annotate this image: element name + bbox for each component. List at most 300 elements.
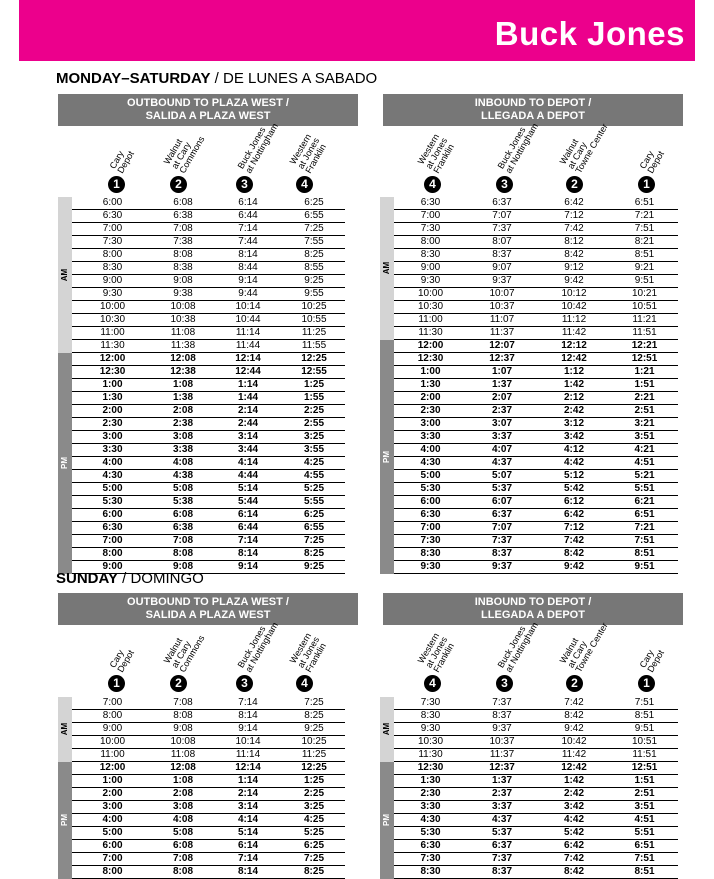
table-row <box>58 275 345 288</box>
time-cell: 5:21 <box>611 470 678 483</box>
time-cell: 4:00 <box>394 444 467 457</box>
table-row <box>380 710 678 723</box>
time-cell: 5:37 <box>467 483 537 496</box>
time-cell: 7:14 <box>213 697 283 710</box>
time-cell: 8:08 <box>153 548 213 561</box>
time-cell: 4:42 <box>537 457 611 470</box>
time-cell: 8:30 <box>394 710 467 723</box>
time-cell: 12:00 <box>72 353 153 366</box>
table-row <box>58 470 345 483</box>
time-cell: 10:55 <box>283 314 345 327</box>
time-cell: 7:08 <box>153 535 213 548</box>
time-cell: 7:51 <box>611 853 678 866</box>
stop-number-badge: 3 <box>496 176 513 193</box>
time-cell: 5:42 <box>537 827 611 840</box>
time-cell: 9:42 <box>537 723 611 736</box>
table-row <box>380 379 678 392</box>
time-cell: 5:08 <box>153 827 213 840</box>
time-cell: 10:37 <box>467 736 537 749</box>
time-cell: 11:25 <box>283 749 345 762</box>
time-cell: 7:30 <box>394 697 467 710</box>
stop-number-badge: 4 <box>296 675 313 692</box>
table-row <box>58 535 345 548</box>
stop-name: Western at Jones Franklin <box>415 132 457 175</box>
time-cell: 8:00 <box>72 548 153 561</box>
time-cell: 7:00 <box>72 697 153 710</box>
time-cell: 11:37 <box>467 749 537 762</box>
table-row <box>380 535 678 548</box>
time-cell: 6:25 <box>283 509 345 522</box>
section-title-main: SUNDAY <box>56 570 118 587</box>
time-cell: 2:30 <box>72 418 153 431</box>
stop-number-badge: 2 <box>170 675 187 692</box>
time-cell: 2:21 <box>611 392 678 405</box>
time-cell: 6:38 <box>153 522 213 535</box>
inbound-header-line2: LLEGADA A DEPOT <box>481 110 585 122</box>
time-cell: 2:25 <box>283 405 345 418</box>
time-cell: 10:42 <box>537 736 611 749</box>
time-cell: 1:21 <box>611 366 678 379</box>
time-cell: 9:37 <box>467 561 537 574</box>
time-cell: 7:07 <box>467 522 537 535</box>
time-cell: 5:30 <box>394 827 467 840</box>
outbound-header-line1: OUTBOUND TO PLAZA WEST / <box>127 97 289 109</box>
time-cell: 9:37 <box>467 275 537 288</box>
am-band <box>380 197 394 340</box>
pm-band <box>380 762 394 879</box>
time-cell: 8:25 <box>283 866 345 879</box>
stop-number-badge: 4 <box>424 176 441 193</box>
time-cell: 3:25 <box>283 801 345 814</box>
time-cell: 8:25 <box>283 548 345 561</box>
time-cell: 1:42 <box>537 379 611 392</box>
time-cell: 1:00 <box>72 379 153 392</box>
time-cell: 9:25 <box>283 561 345 574</box>
time-cell: 12:42 <box>537 762 611 775</box>
time-cell: 8:55 <box>283 262 345 275</box>
table-row <box>380 353 678 366</box>
time-cell: 11:42 <box>537 327 611 340</box>
time-cell: 4:08 <box>153 814 213 827</box>
time-cell: 6:37 <box>467 840 537 853</box>
table-row <box>380 736 678 749</box>
table-row <box>380 853 678 866</box>
time-cell: 9:00 <box>72 561 153 574</box>
time-cell: 8:08 <box>153 249 213 262</box>
table-row <box>380 197 678 210</box>
time-cell: 4:30 <box>394 457 467 470</box>
time-cell: 8:25 <box>283 710 345 723</box>
time-cell: 9:12 <box>537 262 611 275</box>
time-cell: 4:44 <box>213 470 283 483</box>
time-cell: 7:37 <box>467 223 537 236</box>
time-cell: 6:08 <box>153 840 213 853</box>
time-cell: 1:08 <box>153 379 213 392</box>
time-cell: 6:51 <box>611 840 678 853</box>
time-cell: 2:37 <box>467 788 537 801</box>
table-row <box>58 405 345 418</box>
table-row <box>58 366 345 379</box>
time-cell: 5:38 <box>153 496 213 509</box>
time-cell: 1:08 <box>153 775 213 788</box>
time-cell: 5:30 <box>72 496 153 509</box>
time-cell: 12:08 <box>153 762 213 775</box>
stop-name: Walnut at Cary Towne Center <box>557 620 610 674</box>
table-row <box>380 327 678 340</box>
time-cell: 11:00 <box>72 749 153 762</box>
time-cell: 5:08 <box>153 483 213 496</box>
stop-name: Buck Jones at Nottingham <box>495 620 541 674</box>
time-cell: 4:25 <box>283 457 345 470</box>
time-cell: 2:30 <box>394 405 467 418</box>
time-cell: 12:21 <box>611 340 678 353</box>
table-row <box>58 866 345 879</box>
time-cell: 12:25 <box>283 762 345 775</box>
time-cell: 12:51 <box>611 762 678 775</box>
outbound-stop-1 <box>104 604 174 694</box>
time-cell: 1:14 <box>213 775 283 788</box>
table-row <box>380 509 678 522</box>
time-cell: 7:25 <box>283 853 345 866</box>
table-row <box>58 548 345 561</box>
time-cell: 8:42 <box>537 548 611 561</box>
time-cell: 12:30 <box>394 353 467 366</box>
time-cell: 1:30 <box>72 392 153 405</box>
table-row <box>58 840 345 853</box>
table-row <box>380 288 678 301</box>
inbound-header-line2: LLEGADA A DEPOT <box>481 609 585 621</box>
table-row <box>58 340 345 353</box>
time-cell: 4:51 <box>611 814 678 827</box>
time-cell: 2:08 <box>153 788 213 801</box>
time-cell: 7:12 <box>537 522 611 535</box>
time-cell: 4:14 <box>213 814 283 827</box>
time-cell: 5:44 <box>213 496 283 509</box>
outbound-timetable <box>58 197 345 574</box>
table-row <box>380 236 678 249</box>
time-cell: 9:44 <box>213 288 283 301</box>
outbound-stop-2 <box>161 105 236 195</box>
table-row <box>380 262 678 275</box>
time-cell: 12:37 <box>467 762 537 775</box>
table-row <box>380 457 678 470</box>
table-row <box>380 697 678 710</box>
time-cell: 2:51 <box>611 788 678 801</box>
time-cell: 7:08 <box>153 853 213 866</box>
inbound-timetable <box>380 697 678 879</box>
time-cell: 8:07 <box>467 236 537 249</box>
table-row <box>58 496 345 509</box>
time-cell: 10:42 <box>537 301 611 314</box>
time-cell: 6:21 <box>611 496 678 509</box>
time-cell: 4:30 <box>394 814 467 827</box>
stop-number-badge: 2 <box>566 176 583 193</box>
time-cell: 8:14 <box>213 866 283 879</box>
am-band <box>380 697 394 762</box>
table-row <box>58 814 345 827</box>
time-cell: 5:00 <box>394 470 467 483</box>
time-cell: 8:42 <box>537 866 611 879</box>
time-cell: 1:25 <box>283 775 345 788</box>
time-cell: 1:37 <box>467 775 537 788</box>
stop-number-badge: 1 <box>638 675 655 692</box>
time-cell: 11:00 <box>72 327 153 340</box>
time-cell: 12:00 <box>394 340 467 353</box>
time-cell: 6:14 <box>213 197 283 210</box>
table-row <box>380 814 678 827</box>
table-row <box>58 431 345 444</box>
time-cell: 6:30 <box>394 509 467 522</box>
table-row <box>380 444 678 457</box>
time-cell: 5:14 <box>213 483 283 496</box>
time-cell: 8:30 <box>394 866 467 879</box>
am-label: AM <box>60 723 69 736</box>
outbound-stop-4 <box>287 105 362 195</box>
time-cell: 1:44 <box>213 392 283 405</box>
time-cell: 7:00 <box>72 223 153 236</box>
table-row <box>380 340 678 353</box>
time-cell: 7:08 <box>153 223 213 236</box>
time-cell: 11:30 <box>72 340 153 353</box>
stop-number-badge: 3 <box>496 675 513 692</box>
table-row <box>380 762 678 775</box>
pm-label: PM <box>60 814 69 827</box>
stop-name: Western at Jones Franklin <box>287 132 329 175</box>
time-cell: 6:00 <box>394 496 467 509</box>
time-cell: 9:00 <box>394 262 467 275</box>
time-cell: 2:00 <box>72 788 153 801</box>
time-cell: 7:21 <box>611 210 678 223</box>
time-cell: 12:51 <box>611 353 678 366</box>
time-cell: 6:51 <box>611 197 678 210</box>
time-cell: 11:00 <box>394 314 467 327</box>
time-cell: 8:25 <box>283 249 345 262</box>
time-cell: 8:00 <box>72 866 153 879</box>
table-row <box>58 509 345 522</box>
time-cell: 3:21 <box>611 418 678 431</box>
stop-number-badge: 4 <box>424 675 441 692</box>
table-row <box>380 775 678 788</box>
time-cell: 3:07 <box>467 418 537 431</box>
time-cell: 9:14 <box>213 561 283 574</box>
time-cell: 12:37 <box>467 353 537 366</box>
table-row <box>380 470 678 483</box>
inbound-timetable <box>380 197 678 574</box>
time-cell: 1:25 <box>283 379 345 392</box>
time-cell: 12:14 <box>213 762 283 775</box>
stop-number-badge: 2 <box>566 675 583 692</box>
time-cell: 7:21 <box>611 522 678 535</box>
time-cell: 12:30 <box>394 762 467 775</box>
table-row <box>58 483 345 496</box>
time-cell: 7:25 <box>283 697 345 710</box>
table-row <box>58 749 345 762</box>
time-cell: 2:07 <box>467 392 537 405</box>
inbound-stop-1 <box>634 604 704 694</box>
time-cell: 5:00 <box>72 483 153 496</box>
time-cell: 8:08 <box>153 866 213 879</box>
time-cell: 4:37 <box>467 457 537 470</box>
time-cell: 3:55 <box>283 444 345 457</box>
stop-number-badge: 1 <box>108 176 125 193</box>
time-cell: 10:08 <box>153 736 213 749</box>
time-cell: 7:00 <box>394 210 467 223</box>
time-cell: 4:14 <box>213 457 283 470</box>
time-cell: 3:51 <box>611 431 678 444</box>
time-cell: 8:00 <box>394 236 467 249</box>
time-cell: 7:14 <box>213 223 283 236</box>
time-cell: 10:25 <box>283 736 345 749</box>
time-cell: 7:30 <box>72 236 153 249</box>
time-cell: 6:00 <box>72 509 153 522</box>
am-label: AM <box>60 268 69 281</box>
time-cell: 4:00 <box>72 457 153 470</box>
time-cell: 7:14 <box>213 535 283 548</box>
time-cell: 8:51 <box>611 249 678 262</box>
stop-name: Cary Depot <box>107 648 137 674</box>
time-cell: 11:08 <box>153 327 213 340</box>
table-row <box>380 749 678 762</box>
time-cell: 9:25 <box>283 723 345 736</box>
table-row <box>380 223 678 236</box>
time-cell: 4:12 <box>537 444 611 457</box>
time-cell: 8:14 <box>213 249 283 262</box>
route-banner <box>19 0 695 61</box>
time-cell: 7:30 <box>394 223 467 236</box>
stop-number-badge: 3 <box>236 176 253 193</box>
outbound-header-line2: SALIDA A PLAZA WEST <box>145 110 271 122</box>
time-cell: 8:37 <box>467 866 537 879</box>
time-cell: 3:12 <box>537 418 611 431</box>
time-cell: 7:25 <box>283 223 345 236</box>
table-row <box>58 775 345 788</box>
time-cell: 12:00 <box>72 762 153 775</box>
time-cell: 7:42 <box>537 535 611 548</box>
time-cell: 10:30 <box>394 301 467 314</box>
time-cell: 5:25 <box>283 483 345 496</box>
time-cell: 1:14 <box>213 379 283 392</box>
table-row <box>380 827 678 840</box>
inbound-stop-4 <box>415 604 490 694</box>
time-cell: 8:14 <box>213 710 283 723</box>
time-cell: 6:00 <box>72 197 153 210</box>
time-cell: 11:25 <box>283 327 345 340</box>
time-cell: 3:08 <box>153 801 213 814</box>
table-row <box>380 840 678 853</box>
table-row <box>58 314 345 327</box>
outbound-header-line1: OUTBOUND TO PLAZA WEST / <box>127 596 289 608</box>
time-cell: 7:37 <box>467 853 537 866</box>
time-cell: 6:38 <box>153 210 213 223</box>
time-cell: 3:30 <box>394 801 467 814</box>
time-cell: 6:25 <box>283 840 345 853</box>
time-cell: 8:44 <box>213 262 283 275</box>
time-cell: 2:08 <box>153 405 213 418</box>
stop-number-badge: 1 <box>638 176 655 193</box>
time-cell: 2:55 <box>283 418 345 431</box>
time-cell: 2:25 <box>283 788 345 801</box>
time-cell: 7:38 <box>153 236 213 249</box>
time-cell: 12:44 <box>213 366 283 379</box>
stop-name: Cary Depot <box>637 648 667 674</box>
time-cell: 7:00 <box>394 522 467 535</box>
time-cell: 7:00 <box>72 853 153 866</box>
inbound-stop-2 <box>557 105 632 195</box>
table-row <box>58 723 345 736</box>
time-cell: 5:30 <box>394 483 467 496</box>
time-cell: 6:42 <box>537 509 611 522</box>
time-cell: 10:37 <box>467 301 537 314</box>
stop-name: Walnut at Cary Towne Center <box>557 121 610 175</box>
time-cell: 11:14 <box>213 749 283 762</box>
time-cell: 5:37 <box>467 827 537 840</box>
section-title-sub: / DOMINGO <box>117 570 204 587</box>
section-title-main: MONDAY–SATURDAY <box>56 70 211 87</box>
time-cell: 4:25 <box>283 814 345 827</box>
time-cell: 2:00 <box>394 392 467 405</box>
time-cell: 6:30 <box>72 210 153 223</box>
time-cell: 10:21 <box>611 288 678 301</box>
time-cell: 1:38 <box>153 392 213 405</box>
table-row <box>380 561 678 574</box>
stop-number-badge: 2 <box>170 176 187 193</box>
time-cell: 5:55 <box>283 496 345 509</box>
time-cell: 10:30 <box>72 314 153 327</box>
time-cell: 6:30 <box>394 840 467 853</box>
table-row <box>58 249 345 262</box>
time-cell: 5:42 <box>537 483 611 496</box>
table-row <box>58 210 345 223</box>
table-row <box>58 223 345 236</box>
time-cell: 7:00 <box>72 535 153 548</box>
inbound-header-line1: INBOUND TO DEPOT / <box>474 596 592 608</box>
stop-number-badge: 3 <box>236 675 253 692</box>
time-cell: 10:00 <box>72 736 153 749</box>
time-cell: 6:55 <box>283 522 345 535</box>
time-cell: 8:00 <box>72 249 153 262</box>
time-cell: 5:25 <box>283 827 345 840</box>
stop-name: Cary Depot <box>107 149 137 175</box>
time-cell: 9:08 <box>153 275 213 288</box>
time-cell: 10:51 <box>611 736 678 749</box>
time-cell: 10:12 <box>537 288 611 301</box>
inbound-stop-3 <box>492 604 562 694</box>
time-cell: 4:30 <box>72 470 153 483</box>
time-cell: 1:30 <box>394 379 467 392</box>
time-cell: 1:07 <box>467 366 537 379</box>
time-cell: 7:37 <box>467 697 537 710</box>
time-cell: 2:38 <box>153 418 213 431</box>
table-row <box>58 827 345 840</box>
section-title <box>56 70 377 87</box>
table-row <box>58 262 345 275</box>
time-cell: 12:25 <box>283 353 345 366</box>
table-row <box>58 236 345 249</box>
time-cell: 9:51 <box>611 275 678 288</box>
time-cell: 7:55 <box>283 236 345 249</box>
table-row <box>58 522 345 535</box>
time-cell: 6:00 <box>72 840 153 853</box>
time-cell: 2:30 <box>394 788 467 801</box>
time-cell: 8:30 <box>394 548 467 561</box>
time-cell: 10:14 <box>213 301 283 314</box>
stop-name: Western at Jones Franklin <box>287 631 329 674</box>
stop-name: Buck Jones at Nottingham <box>495 121 541 175</box>
time-cell: 9:00 <box>72 275 153 288</box>
time-cell: 9:30 <box>72 288 153 301</box>
time-cell: 9:14 <box>213 275 283 288</box>
time-cell: 12:12 <box>537 340 611 353</box>
